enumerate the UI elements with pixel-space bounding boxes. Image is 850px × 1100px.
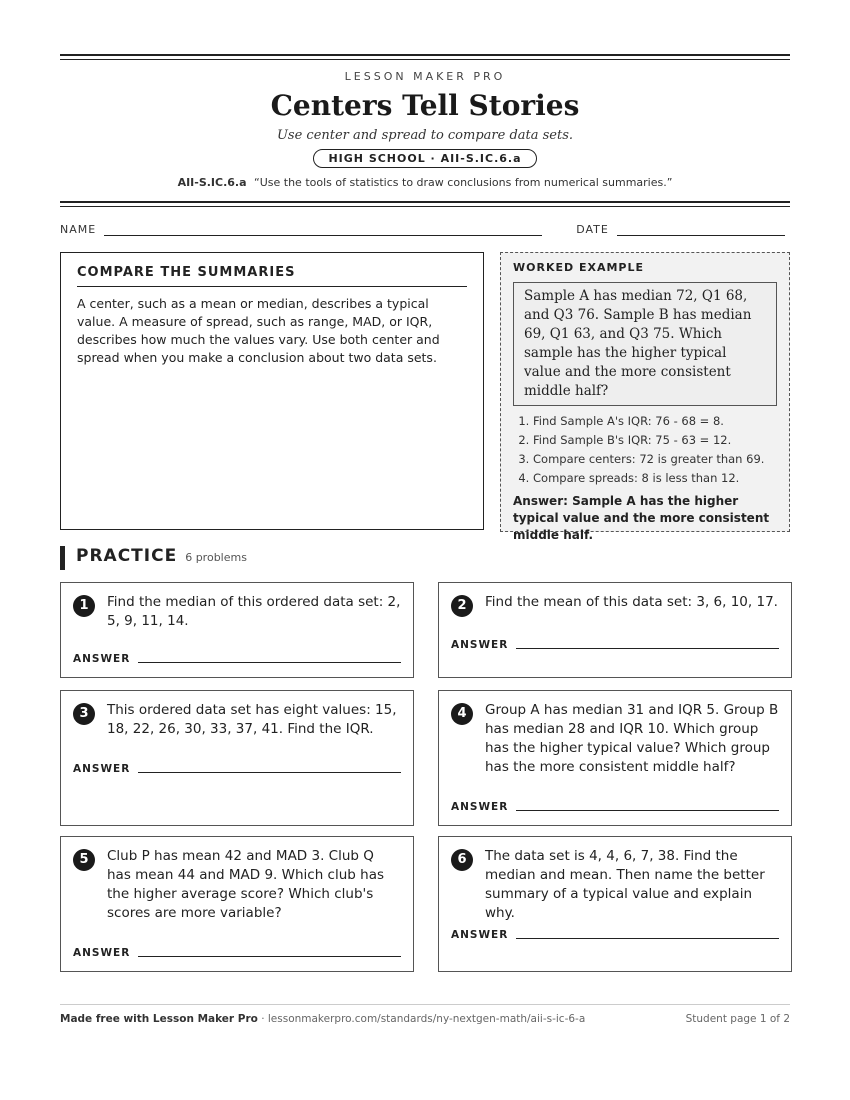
- problem-text: Find the mean of this data set: 3, 6, 10, 17.: [485, 594, 778, 610]
- answer-field[interactable]: [138, 662, 401, 663]
- answer-label: ANSWER: [451, 929, 509, 941]
- answer-row: [451, 929, 779, 941]
- problem-card-2: [438, 582, 792, 678]
- compare-title: COMPARE THE SUMMARIES: [77, 265, 467, 287]
- problem-number: 2: [451, 595, 473, 617]
- problem-card-4: [438, 690, 792, 826]
- page-footer: [60, 1004, 790, 1025]
- answer-field[interactable]: [516, 648, 779, 649]
- footer-source: [60, 1013, 585, 1025]
- worked-example-problem: Sample A has median 72, Q1 68, and Q3 76. Sample B has median 69, Q1 63, and Q3 75. Which sample has the higher typical value and the more consistent middle half?: [513, 282, 777, 406]
- header-bottom-rule: [60, 201, 790, 207]
- name-date-row: [60, 223, 790, 236]
- answer-field[interactable]: [138, 956, 401, 957]
- footer-url[interactable]: · lessonmakerpro.com/standards/ny-nextgen-math/aii-s-ic-6-a: [257, 1013, 586, 1025]
- practice-grid: [60, 582, 790, 982]
- answer-label: ANSWER: [73, 763, 131, 775]
- worked-example-steps: [513, 412, 777, 488]
- practice-count: 6 problems: [185, 551, 247, 564]
- problem-card-5: [60, 836, 414, 972]
- footer-made-with: Made free with Lesson Maker Pro: [60, 1013, 258, 1025]
- worksheet-page: [60, 54, 790, 982]
- step-item: 2. Find Sample B's IQR: 75 - 63 = 12.: [533, 431, 777, 450]
- compare-text: A center, such as a mean or median, describes a typical value. A measure of spread, such as range, MAD, or IQR, describes how much the values vary. Use both center and spread when you make a conclusion about two data sets.: [77, 296, 440, 365]
- practice-title: PRACTICE: [76, 546, 178, 566]
- answer-label: ANSWER: [73, 947, 131, 959]
- standard-text: “Use the tools of statistics to draw conclusions from numerical summaries.”: [254, 176, 673, 189]
- header: [60, 60, 790, 201]
- problem-card-1: [60, 582, 414, 678]
- page-title: Centers Tell Stories: [270, 89, 580, 122]
- footer-page-number: Student page 1 of 2: [685, 1013, 790, 1025]
- answer-row: [451, 801, 779, 813]
- worked-example-answer: Answer: Sample A has the higher typical value and the more consistent middle half.: [513, 494, 770, 542]
- problem-number: 1: [73, 595, 95, 617]
- standard-code: AII-S.IC.6.a: [177, 176, 247, 189]
- intro-row: [60, 252, 790, 542]
- problem-text: Find the median of this ordered data set: 2, 5, 9, 11, 14.: [107, 594, 401, 629]
- answer-field[interactable]: [516, 938, 779, 939]
- problem-number: 4: [451, 703, 473, 725]
- name-field[interactable]: [104, 234, 542, 236]
- problem-text: Club P has mean 42 and MAD 3. Club Q has mean 44 and MAD 9. Which club has the higher average score? Which club's scores are more variable?: [107, 848, 385, 921]
- problem-number: 3: [73, 703, 95, 725]
- practice-header: [60, 546, 790, 570]
- answer-row: [73, 947, 401, 959]
- problem-card-3: [60, 690, 414, 826]
- problem-text: The data set is 4, 4, 6, 7, 38. Find the median and mean. Then name the better summary of a typical value and explain why.: [485, 848, 765, 921]
- compare-summaries-box: [60, 252, 484, 530]
- name-label: NAME: [60, 223, 97, 236]
- answer-row: [73, 653, 401, 665]
- answer-label: ANSWER: [73, 653, 131, 665]
- problem-number: 6: [451, 849, 473, 871]
- worked-example-box: [500, 252, 790, 542]
- worked-example-title: WORKED EXAMPLE: [513, 261, 644, 274]
- problem-text: Group A has median 31 and IQR 5. Group B has median 28 and IQR 10. Which group has the higher typical value? Which group has the more consistent middle half?: [485, 702, 779, 775]
- problem-number: 5: [73, 849, 95, 871]
- problem-card-6: [438, 836, 792, 972]
- date-label: DATE: [576, 223, 609, 236]
- step-item: 1. Find Sample A's IQR: 76 - 68 = 8.: [533, 412, 777, 431]
- answer-field[interactable]: [516, 810, 779, 811]
- step-item: 4. Compare spreads: 8 is less than 12.: [533, 469, 777, 488]
- answer-field[interactable]: [138, 772, 401, 773]
- answer-row: [73, 763, 401, 775]
- answer-label: ANSWER: [451, 801, 509, 813]
- standard-line: [60, 176, 790, 201]
- answer-row: [451, 639, 779, 651]
- page-subtitle: Use center and spread to compare data sets.: [276, 128, 574, 143]
- level-badge: HIGH SCHOOL · AII-S.IC.6.a: [313, 149, 536, 168]
- date-field[interactable]: [617, 234, 785, 236]
- answer-label: ANSWER: [451, 639, 509, 651]
- problem-text: This ordered data set has eight values: 15, 18, 22, 26, 30, 33, 37, 41. Find the IQR.: [107, 702, 397, 737]
- step-item: 3. Compare centers: 72 is greater than 69.: [533, 450, 777, 469]
- brand-label: LESSON MAKER PRO: [344, 70, 506, 83]
